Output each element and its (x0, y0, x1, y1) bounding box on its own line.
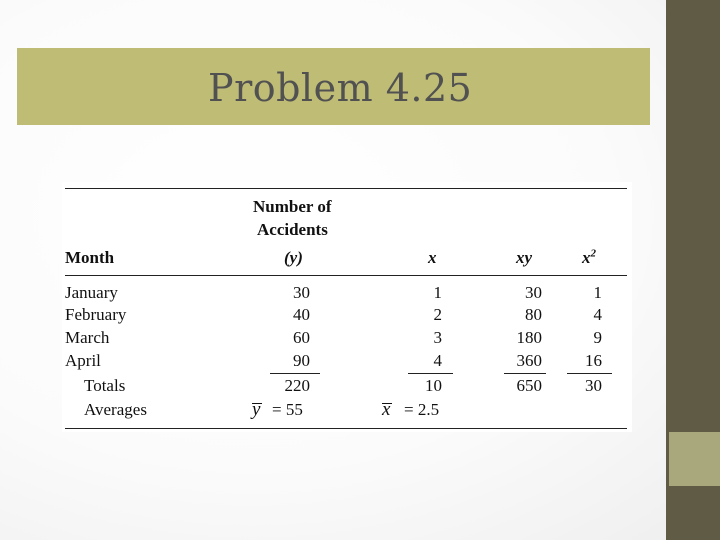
row-month: March (65, 328, 110, 347)
row-xy: 360 (516, 351, 542, 370)
row-x: 1 (433, 283, 442, 302)
totals-y: 220 (284, 376, 310, 395)
row-y: 30 (293, 283, 310, 302)
row-x2: 16 (585, 351, 602, 370)
totals-x2: 30 (585, 376, 602, 395)
row-month: April (65, 351, 101, 370)
table-bottom-rule (65, 428, 627, 429)
xbar-symbol: x (382, 399, 391, 420)
row-y: 40 (293, 305, 310, 324)
header-x-squared: $x^2$ (582, 247, 596, 267)
sum-rule-x2 (567, 373, 612, 374)
xbar-value: = 2.5 (404, 400, 440, 419)
row-x: 3 (433, 328, 442, 347)
row-xy: 80 (525, 305, 542, 324)
averages-label: Averages (84, 400, 147, 419)
ybar-symbol: y (252, 399, 261, 420)
data-table (62, 182, 632, 432)
row-x: 2 (433, 305, 442, 324)
row-xy: 180 (516, 328, 542, 347)
row-y: 90 (293, 351, 310, 370)
row-x2: 4 (593, 305, 602, 324)
header-xy: xy (516, 248, 533, 267)
header-accidents-line1: Number of (253, 197, 332, 216)
sidebar-accent-block (669, 432, 720, 486)
row-y: 60 (293, 328, 310, 347)
header-month: Month (65, 248, 115, 267)
totals-label: Totals (84, 376, 126, 395)
sum-rule-y (270, 373, 320, 374)
row-x: 4 (433, 351, 442, 370)
table-header-rule (65, 275, 627, 276)
slide-title: Problem 4.25 (208, 66, 473, 110)
ybar-value: = 55 (272, 400, 303, 419)
header-accidents-symbol: (y) (284, 248, 303, 267)
sum-rule-xy (504, 373, 546, 374)
header-accidents-line2: Accidents (257, 220, 328, 239)
header-x: x (428, 248, 437, 267)
row-month: January (65, 283, 118, 302)
row-xy: 30 (525, 283, 542, 302)
table-top-rule (65, 188, 627, 189)
totals-xy: 650 (516, 376, 542, 395)
row-month: February (65, 305, 127, 324)
row-x2: 9 (593, 328, 602, 347)
totals-x: 10 (425, 376, 442, 395)
sum-rule-x (408, 373, 453, 374)
row-x2: 1 (593, 283, 602, 302)
